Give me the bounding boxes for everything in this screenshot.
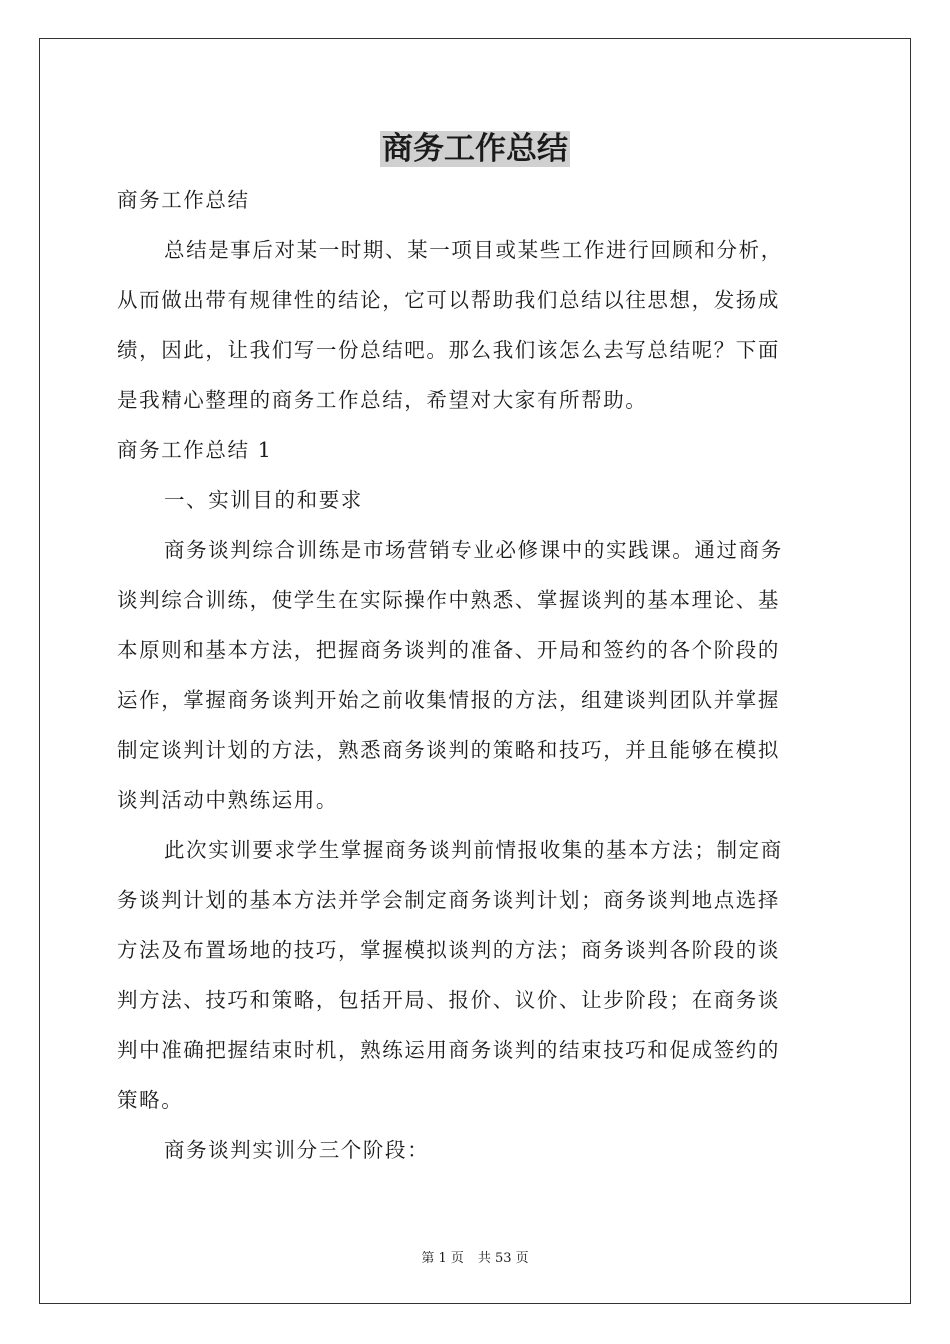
subsection-heading: 一、实训目的和要求 xyxy=(164,488,363,512)
paragraph-line: 商务谈判实训分三个阶段： xyxy=(164,1138,430,1162)
paragraph-line: 绩，因此，让我们写一份总结吧。那么我们该怎么去写总结呢？下面 xyxy=(117,338,780,362)
paragraph-line: 运作，掌握商务谈判开始之前收集情报的方法，组建谈判团队并掌握 xyxy=(117,688,780,712)
paragraph-line: 谈判活动中熟练运用。 xyxy=(117,788,338,812)
paragraph-line: 策略。 xyxy=(117,1088,184,1112)
paragraph-line: 商务谈判综合训练是市场营销专业必修课中的实践课。通过商务 xyxy=(164,538,783,562)
paragraph-line: 谈判综合训练，使学生在实际操作中熟悉、掌握谈判的基本理论、基 xyxy=(117,588,780,612)
page-number: 第 1 页 xyxy=(421,1251,464,1266)
paragraph-line: 务谈判计划的基本方法并学会制定商务谈判计划；商务谈判地点选择 xyxy=(117,888,780,912)
paragraph-line: 此次实训要求学生掌握商务谈判前情报收集的基本方法；制定商 xyxy=(164,838,783,862)
document-title xyxy=(0,127,950,171)
section-heading: 商务工作总结 1 xyxy=(117,438,273,462)
page-footer xyxy=(0,1247,950,1266)
document-title-text: 商务工作总结 xyxy=(382,131,568,167)
paragraph-line: 制定谈判计划的方法，熟悉商务谈判的策略和技巧，并且能够在模拟 xyxy=(117,738,780,762)
document-body xyxy=(117,178,833,1178)
paragraph-line: 总结是事后对某一时期、某一项目或某些工作进行回顾和分析， xyxy=(164,238,783,262)
paragraph-line: 判方法、技巧和策略，包括开局、报价、议价、让步阶段；在商务谈 xyxy=(117,988,780,1012)
paragraph-line: 判中准确把握结束时机，熟练运用商务谈判的结束技巧和促成签约的 xyxy=(117,1038,780,1062)
paragraph-line: 是我精心整理的商务工作总结，希望对大家有所帮助。 xyxy=(117,388,648,412)
paragraph-line: 从而做出带有规律性的结论，它可以帮助我们总结以往思想，发扬成 xyxy=(117,288,780,312)
page-total: 共 53 页 xyxy=(477,1251,529,1266)
subtitle-line: 商务工作总结 xyxy=(117,188,250,212)
paragraph-line: 方法及布置场地的技巧，掌握模拟谈判的方法；商务谈判各阶段的谈 xyxy=(117,938,780,962)
paragraph-line: 本原则和基本方法，把握商务谈判的准备、开局和签约的各个阶段的 xyxy=(117,638,780,662)
